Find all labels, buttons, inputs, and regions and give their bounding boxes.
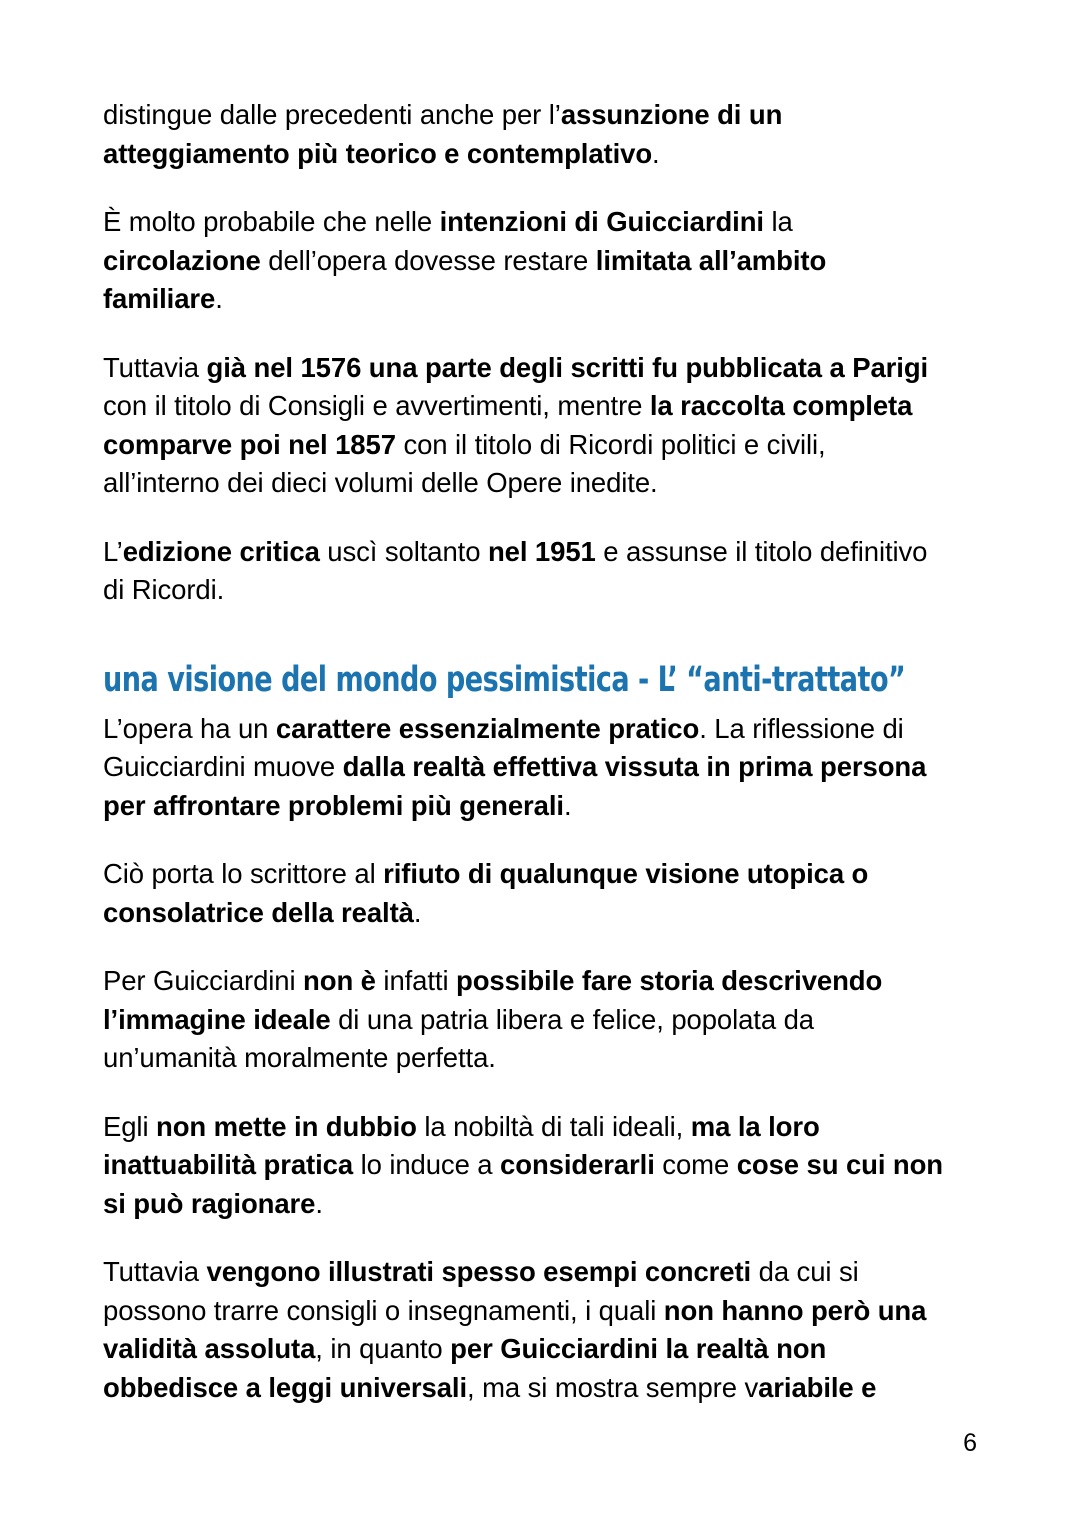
text-run: infatti — [375, 965, 457, 996]
paragraph-7 — [103, 962, 948, 1078]
text-run: L’opera ha un — [103, 712, 276, 744]
text-run-bold: possibile fare storia descrivendo l’immagine ideale — [103, 965, 883, 1035]
text-run-bold: ma la loro inattuabilità pratica — [103, 1110, 820, 1180]
paragraph-9 — [103, 1253, 948, 1407]
text-run-bold: non è — [303, 965, 376, 996]
text-run-bold: la raccolta completa comparve poi nel 1857 — [103, 390, 913, 460]
text-run-bold: ariabile e — [758, 1371, 877, 1403]
text-run: con il titolo di Consigli e avvertimenti, mentre — [103, 390, 650, 421]
text-run-bold: circolazione — [103, 244, 261, 276]
document-body — [103, 96, 948, 1437]
text-run: . — [215, 283, 223, 314]
text-run-bold: considerarli — [500, 1149, 655, 1180]
section-heading: una visione del mondo pessimistica - L’ “anti-trattato” — [103, 659, 906, 700]
text-run: . — [652, 137, 660, 169]
text-run: distingue dalle precedenti anche per l’ — [103, 99, 561, 130]
text-run: come — [654, 1149, 737, 1180]
text-run: È molto probabile che nelle — [103, 206, 440, 237]
text-run-bold: assunzione di un atteggiamento più teorico e contemplativo — [103, 99, 783, 169]
text-run: . La riflessione di Guicciardini muove — [103, 712, 904, 782]
text-run: e assunse il titolo definitivo di Ricordi. — [103, 535, 928, 605]
text-run: uscì soltanto — [319, 535, 488, 567]
text-run-bold: nel 1951 — [487, 535, 596, 567]
text-run: la nobiltà di tali ideali, — [416, 1110, 691, 1142]
paragraph-3 — [103, 349, 948, 503]
text-run-bold: rifiuto di qualunque visione utopica o consolatrice della realtà — [103, 858, 869, 928]
paragraph-6 — [103, 855, 948, 932]
text-run-bold: vengono illustrati spesso esempi concreti — [206, 1256, 752, 1287]
text-run-bold: non mette in dubbio — [156, 1110, 417, 1142]
text-run: da cui si possono trarre consigli o insegnamenti, i quali — [103, 1256, 859, 1326]
text-run-bold: dalla realtà effettiva vissuta in prima persona per affrontare problemi più generali — [103, 751, 927, 821]
text-run-bold: cose su cui non si può ragionare — [103, 1149, 944, 1219]
text-run: Tuttavia — [103, 1256, 207, 1287]
text-run: L’ — [103, 535, 123, 567]
paragraph-8 — [103, 1108, 948, 1224]
text-run: con il titolo di Ricordi politici e civili, all’interno dei dieci volumi delle Opere inedite. — [103, 428, 826, 498]
text-run: la — [763, 206, 793, 237]
text-run: , ma si mostra sempre v — [467, 1371, 759, 1403]
text-run: Tuttavia — [103, 351, 207, 383]
paragraph-4 — [103, 533, 948, 610]
text-run: dell’opera dovesse restare — [260, 244, 596, 276]
paragraph-2 — [103, 203, 948, 319]
page-number: 6 — [963, 1429, 977, 1457]
text-run: , in quanto — [315, 1333, 451, 1364]
text-run: lo induce a — [353, 1149, 501, 1180]
text-run-bold: per Guicciardini la realtà non obbedisce a leggi universali — [103, 1333, 827, 1403]
text-run: Egli — [103, 1110, 156, 1142]
text-run-bold: già nel 1576 una parte degli scritti fu pubblicata a Parigi — [206, 351, 929, 383]
text-run: . — [315, 1187, 323, 1219]
text-run: Per Guicciardini — [103, 965, 304, 996]
text-run: di una patria libera e felice, popolata da un’umanità moralmente perfetta. — [103, 1003, 814, 1073]
text-run-bold: limitata all’ambito familiare — [103, 244, 827, 314]
text-run: Ciò porta lo scrittore al — [103, 858, 384, 889]
text-run: . — [413, 896, 422, 928]
text-run: . — [563, 789, 572, 821]
paragraph-1 — [103, 96, 948, 173]
paragraph-5 — [103, 710, 948, 826]
text-run-bold: non hanno però una validità assoluta — [103, 1294, 927, 1364]
section-heading-block — [103, 658, 948, 702]
text-run-bold: intenzioni di Guicciardini — [439, 206, 764, 237]
text-run-bold: edizione critica — [122, 535, 320, 567]
text-run-bold: carattere essenzialmente pratico — [275, 712, 700, 744]
